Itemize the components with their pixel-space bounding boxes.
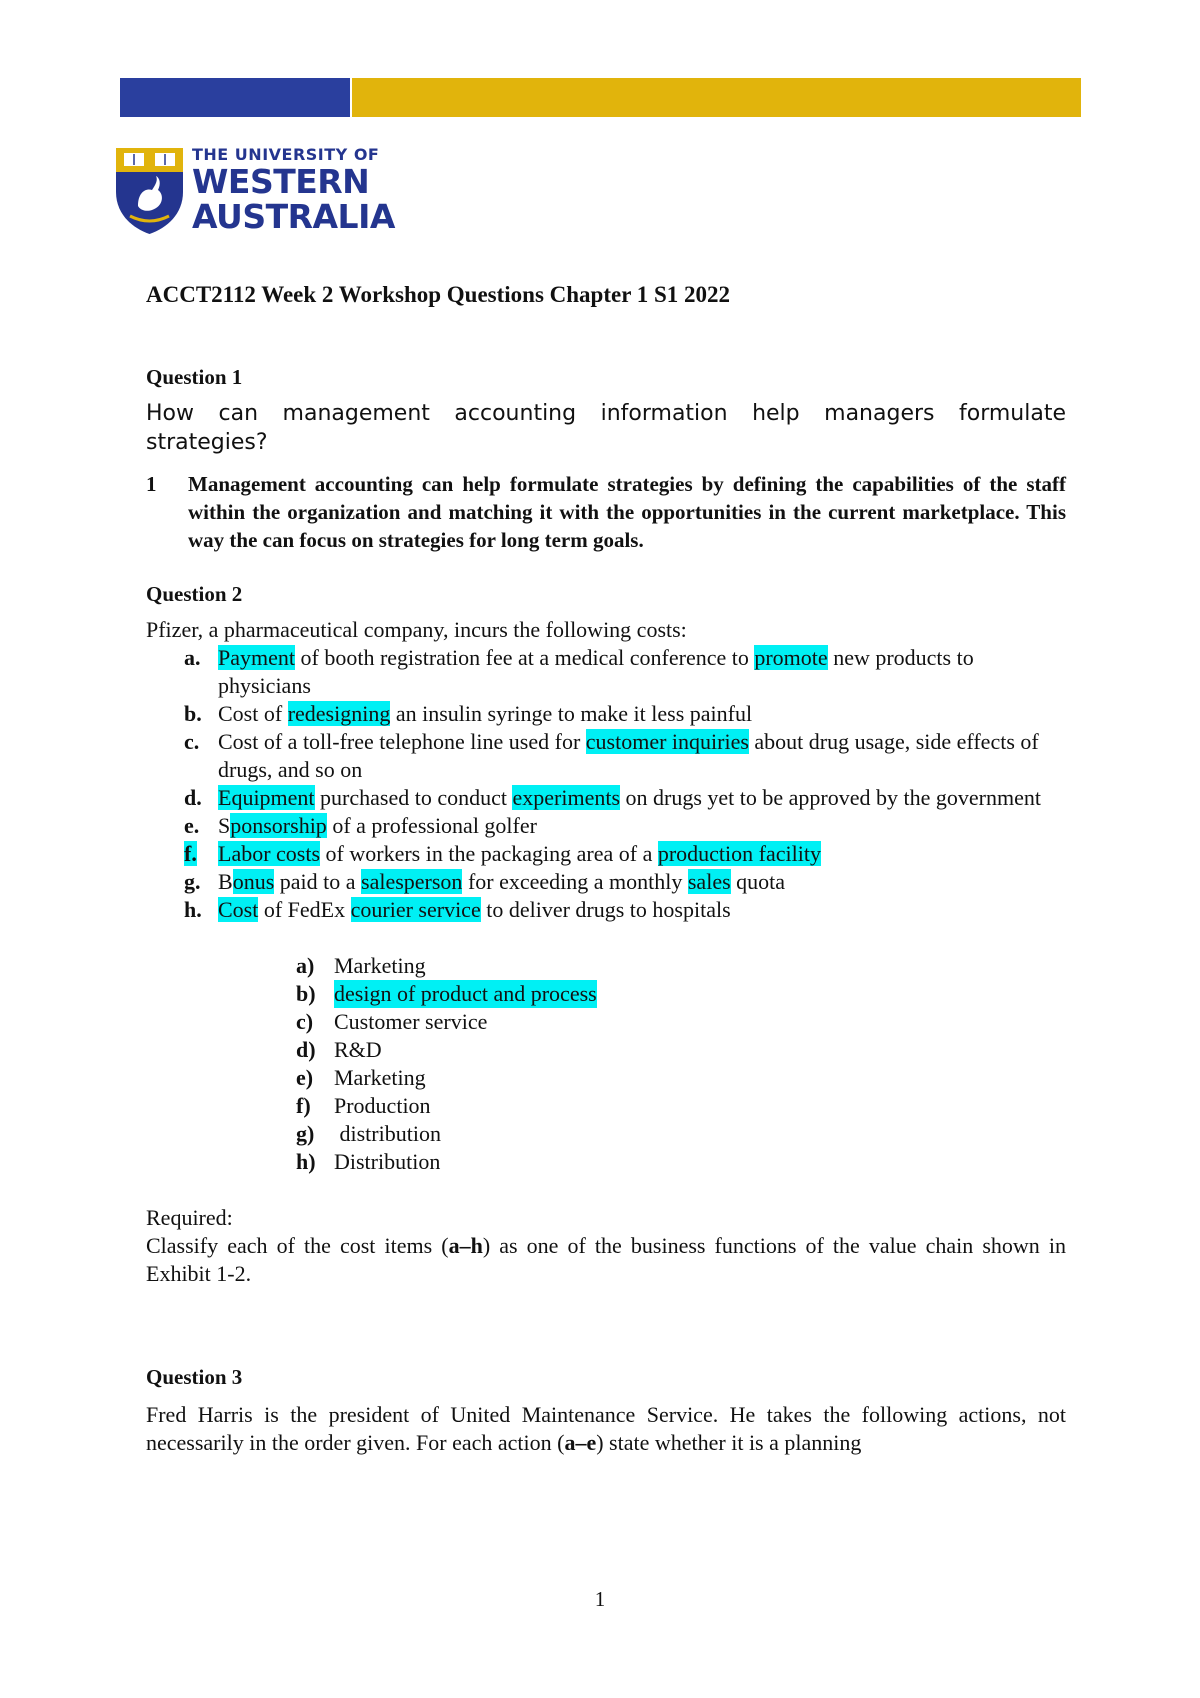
q3-pre: Fred Harris is the president of United Maintenance Service. He takes the following actions, not necessarily in the order given. For each action ( xyxy=(146,1402,1066,1455)
highlighted-text: Cost xyxy=(218,897,259,922)
cost-item xyxy=(146,868,1066,896)
text-fragment: Cost of xyxy=(218,701,288,726)
answer-item-marker: e) xyxy=(296,1065,314,1090)
text-fragment: for exceeding a monthly xyxy=(462,869,688,894)
logo-line-1: THE UNIVERSITY OF xyxy=(192,145,380,164)
logo-line-2: WESTERN xyxy=(192,162,370,201)
cost-item xyxy=(146,840,1066,868)
cost-item-text xyxy=(218,868,785,896)
text-fragment: paid to a xyxy=(274,869,362,894)
answer-item-text: Customer service xyxy=(334,1009,488,1034)
text-fragment: on drugs yet to be approved by the government xyxy=(620,785,1041,810)
cost-item-marker: e. xyxy=(184,813,200,838)
cost-item-marker-highlight: f. xyxy=(184,841,197,866)
header-color-bar xyxy=(120,78,1081,117)
cost-item-marker: c. xyxy=(184,729,200,754)
page-number: 1 xyxy=(594,1587,606,1611)
cost-item-marker: g. xyxy=(184,869,201,894)
cost-item-marker: h. xyxy=(184,897,202,922)
header-bar-gold xyxy=(352,78,1081,117)
answer-item-text: Production xyxy=(334,1093,431,1118)
answer-item-marker: c) xyxy=(296,1009,314,1034)
cost-item-text xyxy=(218,896,731,924)
answer-item xyxy=(296,1064,1066,1092)
cost-item xyxy=(146,700,1066,728)
answer-item xyxy=(296,1092,1066,1120)
text-fragment: new products to physicians xyxy=(218,645,974,698)
text-fragment: quota xyxy=(730,869,786,894)
answer-item xyxy=(296,980,1066,1008)
document-body xyxy=(146,280,1066,1457)
highlighted-text: Labor costs xyxy=(218,841,321,866)
answers-list xyxy=(146,952,1066,1176)
university-logo xyxy=(112,140,395,240)
highlighted-text: courier service xyxy=(350,897,481,922)
cost-item-text xyxy=(218,840,821,868)
question-2-intro: Pfizer, a pharmaceutical company, incurs the following costs: xyxy=(146,617,687,642)
cost-item-marker: d. xyxy=(184,785,202,810)
answer-item-text: Distribution xyxy=(334,1149,441,1174)
question-3-text xyxy=(146,1401,1066,1457)
answer-item-marker: f) xyxy=(296,1093,311,1118)
question-3-heading: Question 3 xyxy=(146,1365,243,1389)
answer-item-text: distribution xyxy=(334,1121,441,1146)
answer-item-text: R&D xyxy=(334,1037,382,1062)
crest-icon xyxy=(112,144,187,236)
header-bar-blue xyxy=(120,78,350,117)
text-fragment: of booth registration fee at a medical conference to xyxy=(295,645,755,670)
answer-text: Management accounting can help formulate strategies by defining the capabilities of the staff within the organization and matching it with the opportunities in the current marketplace. This way the can focus on strategies for long term goals. xyxy=(188,472,1066,552)
question-1-text: How can management accounting information help managers formulate strategies? xyxy=(146,401,1066,455)
highlighted-text: production facility xyxy=(657,841,821,866)
question-1-heading: Question 1 xyxy=(146,365,243,389)
cost-item-text xyxy=(218,728,1066,784)
text-fragment: to deliver drugs to hospitals xyxy=(480,897,731,922)
cost-item xyxy=(146,644,1066,700)
highlighted-text: Payment xyxy=(218,645,295,670)
cost-item-marker: b. xyxy=(184,701,202,726)
highlighted-text: Equipment xyxy=(218,785,315,810)
required-text xyxy=(146,1232,1066,1288)
answer-item-marker: h) xyxy=(296,1149,316,1174)
logo-line-3: AUSTRALIA xyxy=(192,197,395,236)
required-bold: a–h xyxy=(448,1233,483,1258)
text-fragment: of a professional golfer xyxy=(326,813,537,838)
cost-item xyxy=(146,784,1066,812)
cost-items-list xyxy=(146,644,1066,924)
q3-bold: a–e xyxy=(564,1430,597,1455)
required-label: Required: xyxy=(146,1205,233,1230)
text-fragment: purchased to conduct xyxy=(314,785,513,810)
cost-item xyxy=(146,896,1066,924)
highlighted-text: salesperson xyxy=(361,869,463,894)
answer-item xyxy=(296,1148,1066,1176)
answer-item-marker: d) xyxy=(296,1037,316,1062)
answer-number: 1 xyxy=(146,472,157,496)
answer-item-marker: b) xyxy=(296,981,316,1006)
text-fragment: of FedEx xyxy=(258,897,351,922)
cost-item-text xyxy=(218,784,1041,812)
answer-item-marker: g) xyxy=(296,1121,315,1146)
answer-item-text: Marketing xyxy=(334,1065,426,1090)
answer-item xyxy=(296,952,1066,980)
cost-item xyxy=(146,728,1066,784)
highlighted-text: experiments xyxy=(512,785,621,810)
highlighted-text: sales xyxy=(687,869,731,894)
text-fragment: an insulin syringe to make it less painful xyxy=(390,701,753,726)
highlighted-text: redesigning xyxy=(287,701,391,726)
text-fragment: B xyxy=(218,869,233,894)
text-fragment: Cost of a toll-free telephone line used for xyxy=(218,729,586,754)
required-post: ) as one of the business functions of the value chain shown in Exhibit 1-2. xyxy=(146,1233,1066,1286)
answer-item-text: design of product and process xyxy=(334,981,597,1006)
cost-item-text xyxy=(218,644,1066,700)
cost-item-marker: a. xyxy=(184,645,201,670)
q3-post: ) state whether it is a planning xyxy=(596,1430,862,1455)
text-fragment: of workers in the packaging area of a xyxy=(320,841,658,866)
answer-item xyxy=(296,1120,1066,1148)
logo-wordmark xyxy=(192,140,395,234)
answer-item-marker: a) xyxy=(296,953,315,978)
cost-item-text xyxy=(218,700,752,728)
answer-item xyxy=(296,1008,1066,1036)
highlighted-text: promote xyxy=(754,645,828,670)
cost-item-marker xyxy=(146,840,218,868)
highlighted-text: onus xyxy=(232,869,275,894)
cost-item xyxy=(146,812,1066,840)
document-title: ACCT2112 Week 2 Workshop Questions Chapter 1 S1 2022 xyxy=(146,282,731,307)
required-pre: Classify each of the cost items ( xyxy=(146,1233,449,1258)
highlighted-text: customer inquiries xyxy=(585,729,749,754)
question-1-answer xyxy=(146,470,1066,554)
text-fragment: about drug usage, side effects of drugs, and so on xyxy=(218,729,1039,782)
highlighted-text: ponsorship xyxy=(230,813,327,838)
text-fragment: S xyxy=(218,813,231,838)
answer-item-text: Marketing xyxy=(334,953,426,978)
answer-item xyxy=(296,1036,1066,1064)
question-2-heading: Question 2 xyxy=(146,582,243,606)
cost-item-text xyxy=(218,812,537,840)
